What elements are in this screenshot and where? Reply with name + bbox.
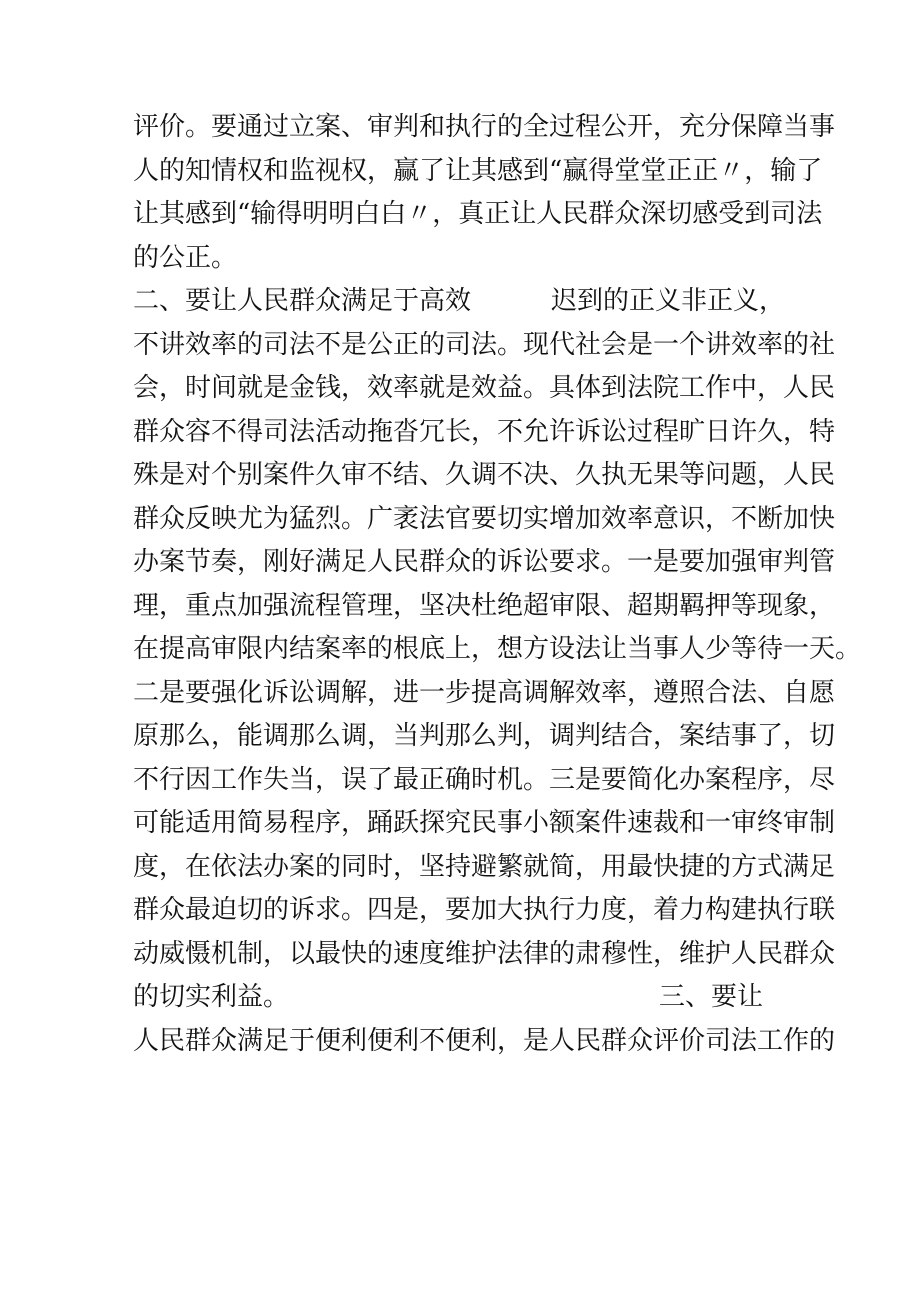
text-line: 不行因工作失当，误了最正确时机。三是要简化办案程序，尽 [133,764,836,795]
text-line: 群众反映尤为猛烈。广袤法官要切实增加效率意识，不断加快 [133,503,836,534]
text-segment: 的切实利益。 [133,982,290,1012]
text-line: 让其感到“输得明明白白〃，真正让人民群众深切感受到司法 [133,199,823,229]
text-line: 二是要强化诉讼调解，进一步提高调解效率，遵照合法、自愿 [133,677,836,708]
section-heading-line [133,280,803,324]
text-line: 度，在依法办案的同时，坚持避繁就简，用最快捷的方式满足 [133,851,836,882]
text-line: 在提高审限内结案率的根底上，想方设法让当事人少等待一天。 [133,634,862,664]
text-line: 殊是对个别案件久审不结、久调不决、久执无果等问题，人民 [133,460,836,490]
text-line: 理，重点加强流程管理，坚决杜绝超审限、超期羁押等现象， [133,590,836,621]
text-line: 人的知情权和监视权，赢了让其感到“赢得堂堂正正〃，输了 [133,155,823,186]
text-line: 动威慑机制，以最快的速度维护法律的肃穆性，维护人民群众 [133,938,836,969]
section-heading-efficiency: 二、要让人民群众满足于高效 [133,286,472,316]
text-line: 的公正。 [133,242,238,273]
text-line: 可能适用简易程序，踊跃探究民事小额案件速裁和一审终审制 [133,808,836,838]
text-line: 会，时间就是金钱，效率就是效益。具体到法院工作中，人民 [133,373,836,403]
section-heading-convenience: 三、要让 [659,982,764,1012]
text-line: 不讲效率的司法不是公正的司法。现代社会是一个讲效率的社 [133,329,836,360]
text-line: 办案节奏，刚好满足人民群众的诉讼要求。一是要加强审判管 [133,547,836,577]
section-lead-sentence: 迟到的正义非正义， [551,286,786,316]
section-heading-line [133,976,803,1020]
text-line: 人民群众满足于便利便利不便利，是人民群众评价司法工作的 [133,1025,836,1056]
text-line: 评价。要通过立案、审判和执行的全过程公开，充分保障当事 [133,112,836,142]
text-line: 原那么，能调那么调，当判那么判，调判结合，案结事了，切 [133,721,836,751]
text-line: 群众最迫切的诉求。四是，要加大执行力度，着力构建执行联 [133,895,836,925]
text-line: 群众容不得司法活动拖沓冗长，不允许诉讼过程旷日许久，特 [133,416,836,447]
document-body [133,106,862,1063]
